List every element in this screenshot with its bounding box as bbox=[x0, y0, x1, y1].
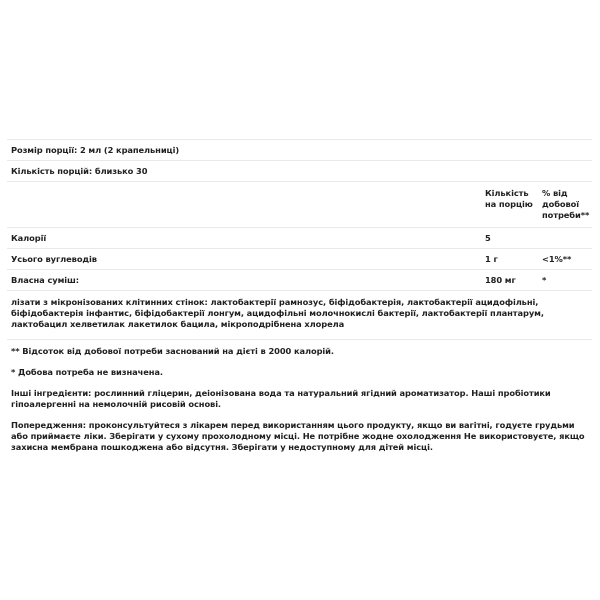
proprietary-blend-description: лізати з мікронізованих клітинних стінок: лактобактерії рамнозус, біфідобактерія, лактобактерії ацидофільні, біфідобактерія інфантис, біфідобактерії лонгум, ацидофільні молочнокислі бактерії, лактобактерії плантарум, лактобацил хелветилак лакетилок бацила, мікроподрібнена хлорела bbox=[7, 290, 592, 339]
servings-count-row bbox=[7, 160, 592, 181]
table-row bbox=[7, 269, 592, 290]
table-row bbox=[7, 227, 592, 248]
table-header-row bbox=[7, 181, 592, 227]
nutrient-daily-value: <1%** bbox=[542, 254, 572, 264]
header-daily-value: % від добової потреби** bbox=[542, 188, 590, 220]
warning-text: Попередження: проконсультуйтеся з лікарем перед використанням цього продукту, якщо ви вагітні, годуєте грудьми або приймаєте ліки. Зберігати у сухому прохолодному місці. Не потрібне жодне охолодження Не використовуєте, якщо захисна мембрана пошкоджена або відсутня. Зберігати у недоступному для дітей місці. bbox=[11, 420, 585, 452]
label-notes bbox=[11, 346, 586, 463]
serving-size-text: Розмір порції: 2 мл (2 крапельниці) bbox=[11, 145, 180, 155]
nutrient-name: Власна суміш: bbox=[11, 275, 79, 285]
table-row bbox=[7, 248, 592, 269]
nutrient-name: Усього вуглеводів bbox=[11, 254, 97, 264]
footnote-daily-value: ** Відсоток від добової потреби заснований на дієті в 2000 калорій. bbox=[11, 346, 334, 356]
table-bottom-divider bbox=[7, 339, 592, 340]
nutrient-amount: 180 мг bbox=[485, 275, 516, 285]
nutrient-daily-value: * bbox=[542, 275, 547, 285]
serving-size-row bbox=[7, 139, 592, 160]
header-amount-per-serving: Кількість на порцію bbox=[485, 188, 533, 209]
supplement-facts-table bbox=[7, 139, 592, 340]
nutrient-amount: 5 bbox=[485, 233, 491, 243]
other-ingredients: Інші інгредієнти: рослинний гліцерин, деіонізована вода та натуральний ягідний ароматизатор. Наші пробіотики гіпоалергенні на немолочній рисовій основі. bbox=[11, 388, 551, 409]
servings-count-text: Кількість порцій: близько 30 bbox=[11, 166, 148, 176]
nutrient-amount: 1 г bbox=[485, 254, 498, 264]
nutrient-name: Калорії bbox=[11, 233, 47, 243]
footnote-not-established: * Добова потреба не визначена. bbox=[11, 367, 163, 377]
